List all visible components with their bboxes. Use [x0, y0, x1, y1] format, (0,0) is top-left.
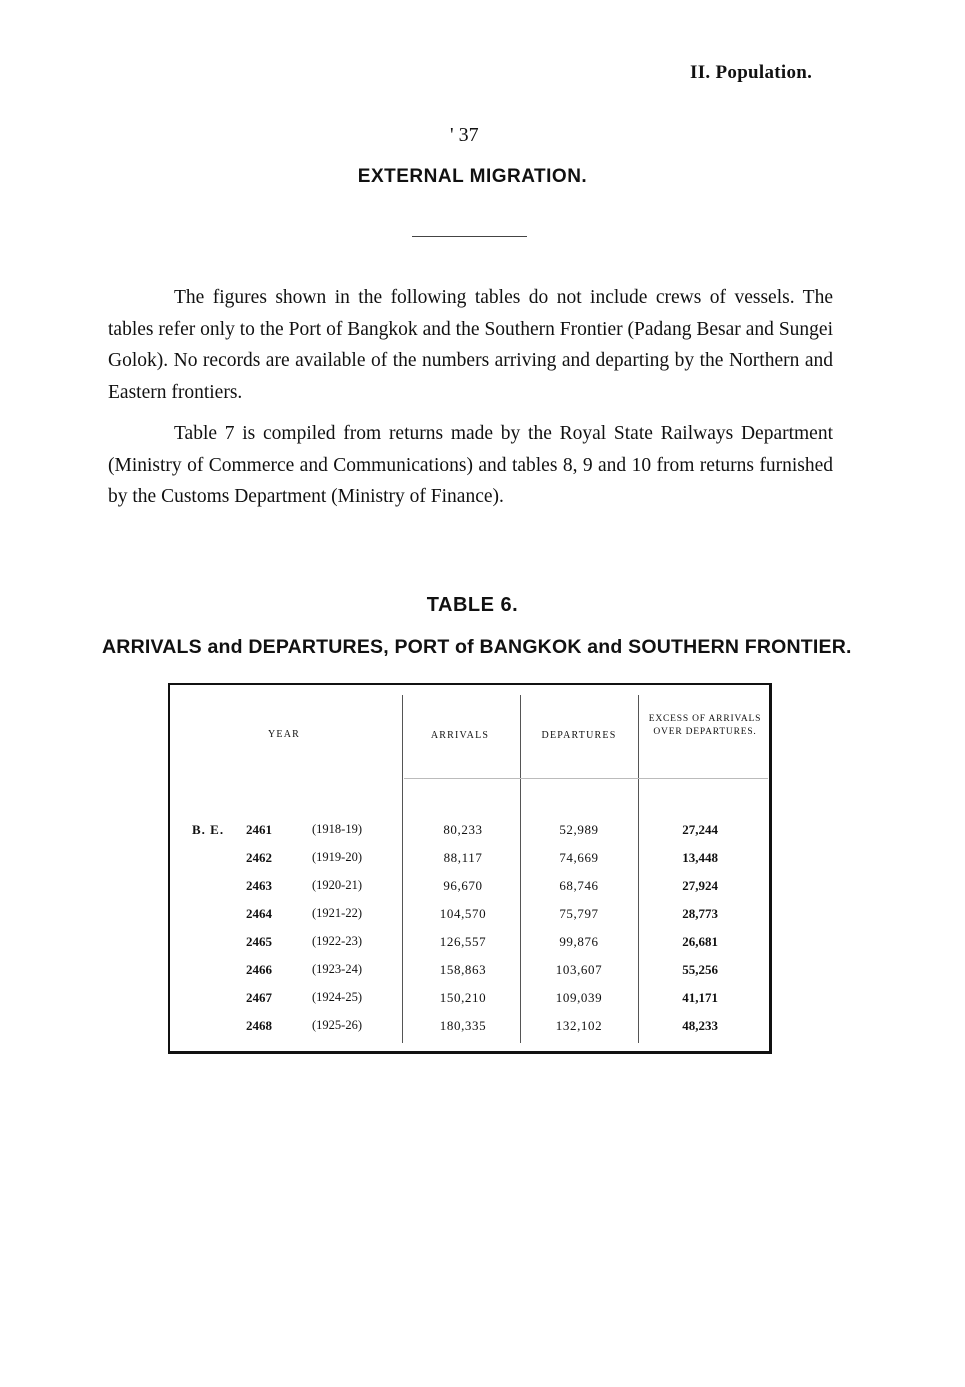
excess-value: 55,256: [682, 962, 718, 977]
excess-value: 28,773: [682, 906, 718, 921]
year-be: 2468: [246, 1018, 272, 1033]
departures-value: 99,876: [559, 934, 599, 949]
excess-value: 13,448: [682, 850, 718, 865]
intro-paragraph: The figures shown in the following tables do not include crews of vessels. The tables refer only to the Port of Bangkok and the Southern Frontier (Padang Besar and Sungei Golok). No records are available of the numbers arriving and departing by the Northern and Eastern frontiers.: [108, 287, 833, 403]
year-gregorian: (1918-19): [312, 822, 362, 836]
section-header: II. Population.: [690, 62, 813, 83]
table-row: [168, 822, 772, 850]
year-gregorian: (1924-25): [312, 990, 362, 1004]
column-header-year: YEAR: [267, 729, 301, 740]
year-be: 2463: [246, 878, 272, 893]
table-title: ARRIVALS and DEPARTURES, PORT of BANGKOK and SOUTHERN FRONTIER.: [102, 636, 852, 658]
year-be: 2465: [246, 934, 272, 949]
page-number: ' 37: [450, 124, 479, 146]
year-be: 2461: [246, 822, 272, 837]
excess-value: 27,244: [682, 822, 718, 837]
year-be: 2464: [246, 906, 272, 921]
table-row: [168, 906, 772, 934]
era-label: B. E.: [192, 822, 225, 837]
arrivals-value: 126,557: [439, 934, 487, 949]
arrivals-value: 158,863: [439, 962, 487, 977]
table-row: [168, 934, 772, 962]
excess-value: 26,681: [682, 934, 718, 949]
column-header-departures: DEPARTURES: [541, 730, 617, 741]
table-row: [168, 990, 772, 1018]
excess-value: 48,233: [682, 1018, 718, 1033]
table-label: TABLE 6.: [426, 594, 519, 616]
year-be: 2462: [246, 850, 272, 865]
departures-value: 132,102: [555, 1018, 603, 1033]
year-be: 2467: [246, 990, 272, 1005]
table-row: [168, 1018, 772, 1046]
header-rule: [404, 778, 768, 779]
departures-value: 103,607: [555, 962, 603, 977]
column-header-arrivals: ARRIVALS: [430, 730, 490, 741]
column-header-excess: EXCESS OF ARRIVALS OVER DEPARTURES.: [648, 714, 762, 737]
year-gregorian: (1925-26): [312, 1018, 362, 1032]
departures-value: 74,669: [559, 850, 599, 865]
year-gregorian: (1922-23): [312, 934, 362, 948]
departures-value: 75,797: [559, 906, 599, 921]
arrivals-value: 180,335: [439, 1018, 487, 1033]
arrivals-value: 96,670: [443, 878, 483, 893]
title-divider: [412, 236, 527, 237]
excess-value: 27,924: [682, 878, 718, 893]
table-row: [168, 878, 772, 906]
sources-paragraph: Table 7 is compiled from returns made by the Royal State Railways Department (Ministry of Commerce and Communications) and tables 8, 9 and 10 from returns furnished by the Customs Department (Ministry of Finance).: [108, 423, 833, 507]
table-row: [168, 962, 772, 990]
arrivals-value: 104,570: [439, 906, 487, 921]
table-row: [168, 850, 772, 878]
year-be: 2466: [246, 962, 272, 977]
departures-value: 109,039: [555, 990, 603, 1005]
page-title: EXTERNAL MIGRATION.: [357, 166, 588, 187]
arrivals-value: 150,210: [439, 990, 487, 1005]
departures-value: 68,746: [559, 878, 599, 893]
arrivals-value: 80,233: [443, 822, 483, 837]
excess-value: 41,171: [682, 990, 718, 1005]
year-gregorian: (1921-22): [312, 906, 362, 920]
arrivals-value: 88,117: [443, 850, 483, 865]
year-gregorian: (1923-24): [312, 962, 362, 976]
departures-value: 52,989: [559, 822, 599, 837]
year-gregorian: (1919-20): [312, 850, 362, 864]
year-gregorian: (1920-21): [312, 878, 362, 892]
